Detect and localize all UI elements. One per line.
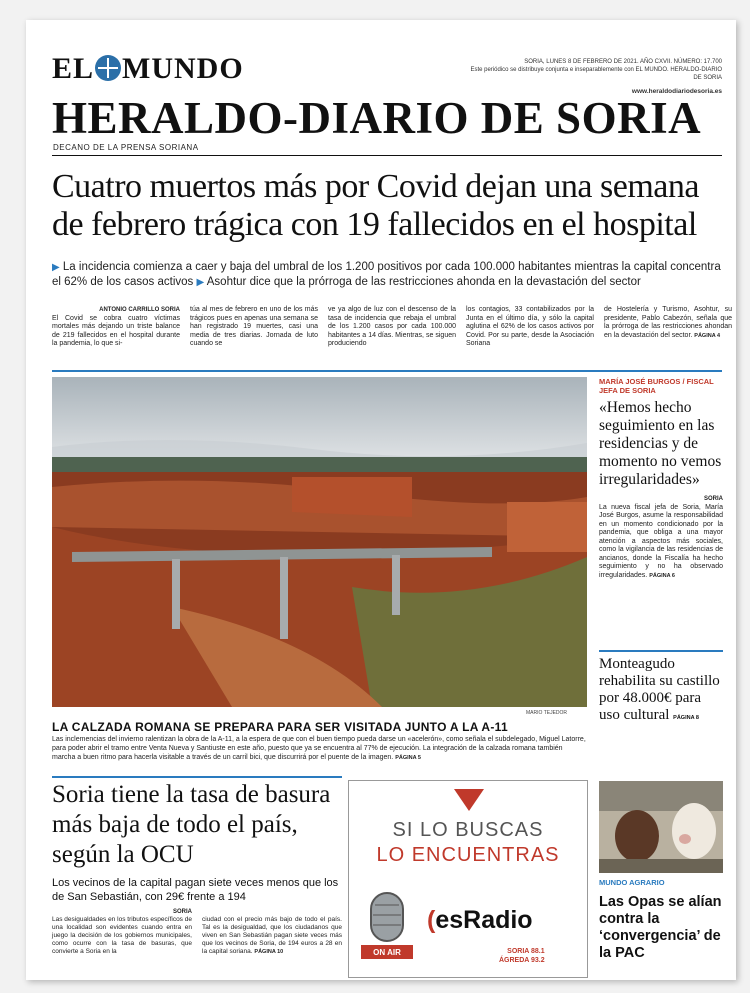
photo-credit: MARIO TEJEDOR (526, 710, 568, 716)
side-story-monteagudo[interactable]: Monteagudo rehabilita su castillo por 48.000€ para uso cultural PÁGINA 8 (599, 656, 720, 723)
photo-caption-text: Las inclemencias del invierno ralentizan la obra de la A-11, a la espera de que con el buen tiempo pueda darse un «acelerón», como señala el subdelegado, Miguel Latorre, para poder abrir el tramo entre Venta Nueva y Santiuste en este año, puesto que ya se encuentra al 77% de ejecución. La integración de la calzada romana también marcha a buen ritmo para hacerla visitable a través de un carril bici, que discurrirá por el puente de la imagen. PÁGINA 5 (52, 736, 586, 761)
arrow-down-icon (454, 789, 484, 811)
agrario-section: MUNDO AGRARIO (599, 878, 665, 887)
soria-subheadline: Los vecinos de la capital pagan siete veces menos que los de San Sebastián, con 29€ frente a 194 (52, 877, 339, 903)
issue-info: SORIA, LUNES 8 DE FEBRERO DE 2021. AÑO CXVII. NÚMERO: 17.700 Este periódico se distribuye conjunta e inseparablemente con EL MUNDO. HERALDO-DIARIO DE SORIA www.heraldodiariodesoria.es (462, 58, 722, 96)
globe-icon (95, 55, 121, 81)
newspaper-title: HERALDO-DIARIO DE SORIA (52, 93, 702, 143)
lead-headline[interactable]: Cuatro muertos más por Covid dejan una semana de febrero trágica con 19 fallecidos en el hospital (52, 168, 699, 243)
lead-body (52, 306, 732, 370)
photo-caption-title[interactable]: LA CALZADA ROMANA SE PREPARA PARA SER VISITADA JUNTO A LA A-11 (52, 720, 508, 734)
esradio-logo: (esRadio (427, 906, 533, 934)
side-story-fiscal (599, 377, 723, 580)
page-ref[interactable]: PÁGINA 4 (694, 332, 721, 339)
lead-col-4: los contagios, 33 contabilizados por la Junta en el último día, y sólo la capital aglutina el 62% de los casos activos por Covid. Por su parte, desde la Asociación Soriana (466, 306, 594, 347)
lead-col-5: de Hostelería y Turismo, Asohtur, su presidente, Pablo Cabezón, señala que la prórroga de las restricciones ahondan en la devastación del sector. (604, 306, 732, 339)
page-ref[interactable]: PÁGINA 10 (254, 949, 284, 955)
construction-photo[interactable] (52, 377, 587, 707)
divider (52, 370, 722, 372)
lead-author: ANTONIO CARRILLO SORIA (99, 307, 180, 313)
lead-col-3: ve ya algo de luz con el descenso de la tasa de incidencia que rebaja el umbral de los 1.200 casos por cada 100.000 habitantes a 14 días. Mientras, se siguen produciendo (328, 306, 456, 347)
agrario-headline[interactable]: Las Opas se alían contra la ‘convergencia’ de la PAC (599, 894, 722, 961)
page-ref[interactable]: PÁGINA 6 (649, 572, 675, 579)
triangle-bullet-icon: ▶ (196, 277, 205, 288)
side-author: MARÍA JOSÉ BURGOS / FISCAL JEFA DE SORIA (599, 377, 714, 395)
on-air-label: ON AIR (373, 948, 401, 957)
triangle-bullet-icon: ▶ (52, 262, 60, 273)
tagline: DECANO DE LA PRENSA SORIANA (53, 143, 199, 152)
newspaper-front-page: EL MUNDO SORIA, LUNES 8 DE FEBRERO DE 2021. AÑO CXVII. NÚMERO: 17.700 Este periódico se distribuye conjunta e inseparablemente con EL MUNDO. HERALDO-DIARIO DE SORIA www.heraldodiariodesoria.es HERALDO-DIARIO DE SORIA DECANO DE LA PRENSA SORIANA Cuatro muertos más por Covid dejan una semana de febrero trágica con 19 fallecidos en el hospital ▶ La incidencia comienza a caer y baja del umbral de los 1.200 positivos por cada 100.000 habitantes mientras la capital concentra el 62% de los casos activos ▶ Asohtur dice que la prórroga de las restricciones ahonda en la devastación del sector ANTONIO CARRILLO SORIA El Covid se cobra cuatro víctimas mortales más dejando un triste balance de 219 fallecidos en el hospital durante la pandemia, lo que si- túa al mes de febrero en uno de los más trágicos pues en apenas una semana se han registrado 19 muertes, casi una media de tres diarias. Jornada de luto cuando se ve ya algo de luz con el descenso de la tasa de incidencia que rebaja el umbral de los 1.200 casos por cada 100.000 habitantes a 14 días. Mientras, se siguen produciendo los contagios, 33 contabilizados por la Junta en el último día, y sólo la capital aglutina el 62% de los casos activos por Covid. Por su parte, desde la Asociación Soriana de Hostelería y Turismo, Asohtur, su presidente, Pablo Cabezón, señala que la prórroga de las restricciones ahondan en la devastación del sector. PÁGINA 4 MARIO TEJEDOR LA CALZADA ROMANA SE PREPARA PARA SER VISITADA JUNTO A LA A-11 Las inclemencias del invierno ralentizan la obra de la A-11, a la espera de que con el buen tiempo pueda darse un «acelerón», como señala el subdelegado, Miguel Latorre, para poder abrir el tramo entre Venta Nueva y Santiuste en este año, puesto que ya se encuentra al 77% de ejecución. La integración de la calzada romana también marcha a buen ritmo para hacerla visitable a través de un carril bici, que discurrirá por el puente de la imagen. PÁGINA 5 MARÍA JOSÉ BURGOS / FISCAL JEFA DE SORIA «Hemos hecho seguimiento en las residencias y de momento no vemos irregularidades» SORIA La nueva fiscal jefa de Soria, María José Burgos, asume la responsabilidad en un momento condicionado por la pandemia, que obliga a una mayor atención a aspectos más sociales, como la vigilancia de las residencias de ancianos, donde la Fiscalía ha hecho seguimiento y no ha observado irregularidades. PÁGINA 6 Monteagudo rehabilita su castillo por 48.000€ para uso cultural PÁGINA 8 Soria tiene la tasa de basura más baja de todo el país, según la OCU Los vecinos de la capital pagan siete veces menos que los de San Sebastián, con 29€ frente a 194 SORIA Las desigualdades en los tributos específicos de una localidad son evidentes cuando entra en juego la decisión de los gobiernos municipales, como ocurre con la tasa de basuras, que convierte a Soria en la ciudad con el precio más bajo de todo el país. Tal es la desigualdad, que los ciudadanos que viven en San Sebastián pagan siete veces más que los vecinos de Soria, de 194 euros a 28 en la capital soriana. PÁGINA 10 SI LO BUSCAS LO ENCUENTRAS ON AIR (esRadio SORIA 88.1 ÁGREDA 93.2 MUNDO AGRARIO Las Opas se alían contra la ‘convergencia’ de la PAC (26, 20, 736, 980)
lead-col-1: El Covid se cobra cuatro víctimas mortales más dejando un triste balance de 219 fallecidos en el hospital durante la pandemia, lo que si- (52, 314, 180, 347)
ad-frequencies: SORIA 88.1 ÁGREDA 93.2 (499, 948, 545, 964)
website-link[interactable]: www.heraldodiariodesoria.es (631, 88, 722, 95)
esradio-ad[interactable] (348, 780, 588, 978)
side-text: SORIA La nueva fiscal jefa de Soria, María José Burgos, asume la responsabilidad en un momento condicionado por la pandemia, que obliga a una mayor atención a aspectos más sociales, como la vigilancia de las residencias de ancianos, donde la Fiscalía ha hecho seguimiento y no ha observado irregularidades. PÁGINA 6 (599, 496, 723, 579)
lead-subheadline: ▶ La incidencia comienza a caer y baja del umbral de los 1.200 positivos por cada 100.000 habitantes mientras la capital concentra el 62% de los casos activos ▶ Asohtur dice que la prórroga de las restricciones ahonda en la devastación del sector (52, 261, 721, 288)
divider (599, 650, 723, 652)
ad-line-1: SI LO BUSCAS (392, 819, 544, 841)
soria-headline[interactable]: Soria tiene la tasa de basura más baja de todo el país, según la OCU (52, 781, 331, 868)
page-ref[interactable]: PÁGINA 8 (673, 715, 699, 721)
lead-col-2: túa al mes de febrero en uno de los más trágicos pues en apenas una semana se han registrado 19 muertes, casi una media de tres diarias. Jornada de luto cuando se (190, 306, 318, 347)
microphone-icon (359, 891, 415, 967)
cows-photo[interactable] (599, 781, 723, 873)
side-quote[interactable]: «Hemos hecho seguimiento en las residencias y de momento no vemos irregularidades» (599, 399, 722, 488)
el-mundo-logo: EL MUNDO (52, 52, 244, 85)
page-ref[interactable]: PÁGINA 5 (395, 755, 421, 761)
divider (52, 155, 722, 156)
divider (52, 776, 342, 778)
ad-line-2: LO ENCUENTRAS (376, 844, 560, 866)
